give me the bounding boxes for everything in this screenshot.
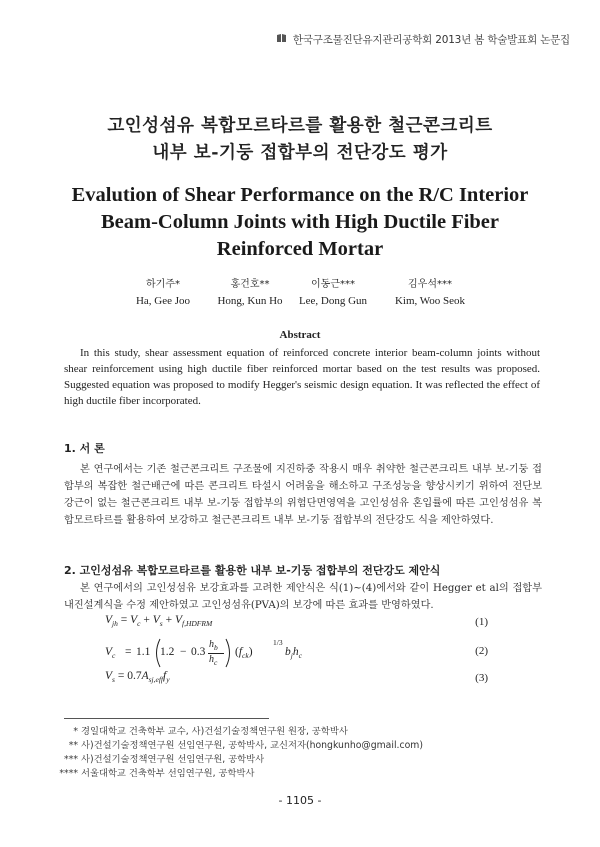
book-icon [276,35,290,46]
korean-title-line1: 고인성섬유 복합모르타르를 활용한 철근콘크리트 [107,116,493,136]
footnote-3: *** 사)건설기술정책연구원 선임연구원, 공학박사 [64,754,265,765]
author-1 [113,277,213,309]
english-title-line1: Evalution of Shear Performance on the R/C Interior [71,184,529,206]
running-header [276,32,570,47]
page-number: - 1105 - [278,794,322,807]
section-2-heading: 2. 고인성섬유 복합모르타르를 활용한 내부 보-기둥 접합부의 전단강도 제안식 [64,564,441,577]
english-title-line2: Beam-Column Joints with High Ductile Fiber [100,211,500,233]
author-4 [380,277,480,309]
section-1-body: 본 연구에서는 기존 철근콘크리트 구조물에 지진하중 작용시 매우 취약한 철근콘크리트 내부 보-기둥 접합부의 복잡한 철근배근에 따른 콘크리트 타설시 어려움을 해소하고 구조성능을 향상시키기 위하여 전단보강근이 없는 철근콘크리트 내부 보-기둥 접합부의 위험단면영역을 고인성섬유 혼입률에 따른 고인성섬유 복합모르타르를 활용하여 보강하고 철근콘크리트 내부 보-기둥 접합부의 전단강도 식을 제안하였다. [64,464,542,526]
equation-1: $V_{jh} = V_c + V_s + V_{f,HDFRM}$ [105,614,213,628]
author-en-name: Kim, Woo Seok [394,295,466,307]
author-en-name: Lee, Dong Gun [298,295,368,307]
section-2-body: 본 연구에서의 고인성섬유 보강효과를 고려한 제안식은 식(1)~(4)에서와 같이 Hegger et al의 접합부 내진설계식을 수정 제안하였고 고인성섬유(PVA)의 보강에 따른 효과를 반영하였다. [64,583,542,611]
author-ko-name: 김우석*** [408,279,452,290]
author-en-name: Ha, Gee Joo [135,295,191,307]
footnote-divider [64,718,269,719]
korean-title-line2: 내부 보-기둥 접합부의 전단강도 평가 [152,143,448,163]
author-en-name: Hong, Kun Ho [217,295,283,307]
english-title [0,182,600,263]
equation-3: $V_s = 0.7A_{sj,eff}f_y$ [105,670,170,684]
author-3 [283,277,383,309]
english-title-line3: Reinforced Mortar [216,238,384,260]
footnote-4: **** 서울대학교 건축학부 선임연구원, 공학박사 [59,768,255,779]
author-ko-name: 홍건호** [230,279,270,290]
author-ko-name: 하기주* [146,279,180,290]
author-ko-name: 이동근*** [311,279,355,290]
equation-1-number: (1) [475,616,488,628]
section-1-heading: 1. 서 론 [64,442,105,455]
korean-title [0,113,600,167]
header-text: 한국구조물진단유지관리공학회 2013년 봄 학술발표회 논문집 [292,34,570,46]
footnote-1: * 경일대학교 건축학부 교수, 사)건설기술정책연구원 원장, 공학박사 [73,726,348,737]
equation-3-number: (3) [475,672,488,684]
abstract-text: In this study, shear assessment equation of reinforced concrete interior beam-column joints without shear reinforcement using high ductile fiber reinforced mortar based on the test results was proposed. Suggested equation was proposed to modify Hegger's seismic design equation. It was reflected the effect of high ductile fiber incorporated. [64,347,540,407]
abstract-heading: Abstract [279,329,321,341]
equation-2-number: (2) [475,645,488,657]
footnote-2: ** 사)건설기술정책연구원 선임연구원, 공학박사, 교신저자(hongkunho@gmail.com) [68,740,423,751]
equation-2: $V_c$ = 1.1 1.2 − 0.3 $h_b$ $h_c$ $(f_{ck})$ 1/3 $b_jh_c$ [105,638,302,667]
